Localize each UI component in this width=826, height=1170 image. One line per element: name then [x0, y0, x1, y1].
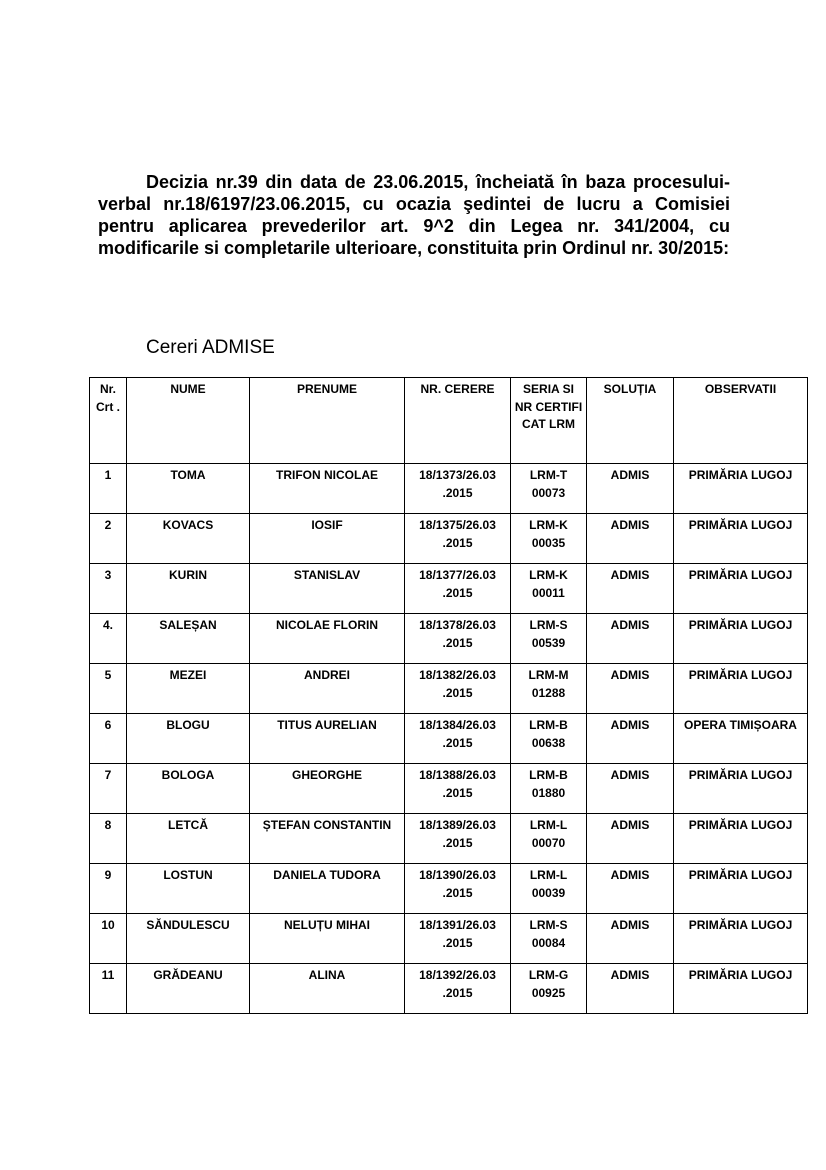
cell-prenume: NELUȚU MIHAI: [250, 914, 405, 964]
cell-nr-crt: 11: [90, 964, 127, 1014]
cell-seria-certificat: LRM-L 00070: [511, 814, 587, 864]
cell-nr-cerere: 18/1390/26.03 .2015: [405, 864, 511, 914]
cell-nr-cerere: 18/1384/26.03 .2015: [405, 714, 511, 764]
table-row: [90, 614, 808, 664]
cell-observatii: PRIMĂRIA LUGOJ: [674, 464, 808, 514]
cell-nume: SALEȘAN: [127, 614, 250, 664]
cell-nr-cerere: 18/1378/26.03 .2015: [405, 614, 511, 664]
cell-solutia: ADMIS: [587, 914, 674, 964]
cell-nume: SĂNDULESCU: [127, 914, 250, 964]
cell-nr-cerere: 18/1377/26.03 .2015: [405, 564, 511, 614]
cell-prenume: ȘTEFAN CONSTANTIN: [250, 814, 405, 864]
cell-seria-certificat: LRM-G 00925: [511, 964, 587, 1014]
cell-nume: TOMA: [127, 464, 250, 514]
cell-solutia: ADMIS: [587, 564, 674, 614]
table-row: [90, 764, 808, 814]
cell-nume: LETCĂ: [127, 814, 250, 864]
decision-paragraph: Decizia nr.39 din data de 23.06.2015, încheiată în baza procesului-verbal nr.18/6197/23.06.2015, cu ocazia şedintei de lucru a Comisiei pentru aplicarea prevederilor art. 9^2 din Legea nr. 341/2004, cu modificarile si completarile ulterioare, constituita prin Ordinul nr. 30/2015:: [98, 172, 730, 258]
cell-nume: KURIN: [127, 564, 250, 614]
cell-nume: KOVACS: [127, 514, 250, 564]
cell-nr-crt: 1: [90, 464, 127, 514]
cell-seria-certificat: LRM-L 00039: [511, 864, 587, 914]
cell-observatii: PRIMĂRIA LUGOJ: [674, 664, 808, 714]
cell-nr-crt: 2: [90, 514, 127, 564]
cell-solutia: ADMIS: [587, 814, 674, 864]
cell-nr-crt: 4.: [90, 614, 127, 664]
cell-prenume: NICOLAE FLORIN: [250, 614, 405, 664]
cell-nr-crt: 9: [90, 864, 127, 914]
header-observatii: OBSERVATII: [674, 378, 808, 464]
cell-seria-certificat: LRM-S 00084: [511, 914, 587, 964]
table-row: [90, 714, 808, 764]
cell-nr-cerere: 18/1375/26.03 .2015: [405, 514, 511, 564]
cell-nr-crt: 5: [90, 664, 127, 714]
header-nr-crt: Nr. Crt .: [90, 378, 127, 464]
cell-seria-certificat: LRM-K 00035: [511, 514, 587, 564]
cell-observatii: PRIMĂRIA LUGOJ: [674, 814, 808, 864]
cell-observatii: PRIMĂRIA LUGOJ: [674, 564, 808, 614]
cell-seria-certificat: LRM-S 00539: [511, 614, 587, 664]
cell-nume: GRĂDEANU: [127, 964, 250, 1014]
cell-observatii: PRIMĂRIA LUGOJ: [674, 514, 808, 564]
cell-nume: BLOGU: [127, 714, 250, 764]
cell-observatii: PRIMĂRIA LUGOJ: [674, 764, 808, 814]
header-seria-certificat: SERIA SI NR CERTIFI CAT LRM: [511, 378, 587, 464]
table-row: [90, 464, 808, 514]
cell-solutia: ADMIS: [587, 514, 674, 564]
cell-nr-cerere: 18/1382/26.03 .2015: [405, 664, 511, 714]
header-prenume: PRENUME: [250, 378, 405, 464]
cell-nr-cerere: 18/1388/26.03 .2015: [405, 764, 511, 814]
cell-nume: MEZEI: [127, 664, 250, 714]
cell-nr-crt: 10: [90, 914, 127, 964]
cell-solutia: ADMIS: [587, 714, 674, 764]
cell-nr-crt: 7: [90, 764, 127, 814]
table-row: [90, 814, 808, 864]
cell-seria-certificat: LRM-B 01880: [511, 764, 587, 814]
header-nume: NUME: [127, 378, 250, 464]
cell-nr-crt: 8: [90, 814, 127, 864]
cell-nume: BOLOGA: [127, 764, 250, 814]
cell-nr-cerere: 18/1392/26.03 .2015: [405, 964, 511, 1014]
cell-seria-certificat: LRM-T 00073: [511, 464, 587, 514]
header-solutia: SOLUȚIA: [587, 378, 674, 464]
table-row: [90, 964, 808, 1014]
cell-observatii: PRIMĂRIA LUGOJ: [674, 614, 808, 664]
cell-solutia: ADMIS: [587, 864, 674, 914]
table-row: [90, 914, 808, 964]
cell-prenume: ALINA: [250, 964, 405, 1014]
cell-prenume: DANIELA TUDORA: [250, 864, 405, 914]
header-nr-cerere: NR. CERERE: [405, 378, 511, 464]
cell-solutia: ADMIS: [587, 614, 674, 664]
cell-prenume: STANISLAV: [250, 564, 405, 614]
table-row: [90, 864, 808, 914]
cell-prenume: TITUS AURELIAN: [250, 714, 405, 764]
cell-prenume: TRIFON NICOLAE: [250, 464, 405, 514]
cell-seria-certificat: LRM-K 00011: [511, 564, 587, 614]
cell-solutia: ADMIS: [587, 664, 674, 714]
cell-seria-certificat: LRM-M 01288: [511, 664, 587, 714]
cell-observatii: OPERA TIMIȘOARA: [674, 714, 808, 764]
cell-observatii: PRIMĂRIA LUGOJ: [674, 964, 808, 1014]
cell-nr-cerere: 18/1391/26.03 .2015: [405, 914, 511, 964]
cell-solutia: ADMIS: [587, 464, 674, 514]
table-header-row: [90, 378, 808, 464]
cell-prenume: GHEORGHE: [250, 764, 405, 814]
cell-nr-crt: 6: [90, 714, 127, 764]
cell-nr-cerere: 18/1389/26.03 .2015: [405, 814, 511, 864]
cell-nr-crt: 3: [90, 564, 127, 614]
cell-nr-cerere: 18/1373/26.03 .2015: [405, 464, 511, 514]
cell-prenume: ANDREI: [250, 664, 405, 714]
section-title: Cereri ADMISE: [146, 337, 275, 358]
cell-seria-certificat: LRM-B 00638: [511, 714, 587, 764]
table-row: [90, 564, 808, 614]
cell-nume: LOSTUN: [127, 864, 250, 914]
admitted-requests-table: [89, 377, 808, 1014]
cell-observatii: PRIMĂRIA LUGOJ: [674, 914, 808, 964]
cell-solutia: ADMIS: [587, 964, 674, 1014]
cell-prenume: IOSIF: [250, 514, 405, 564]
cell-observatii: PRIMĂRIA LUGOJ: [674, 864, 808, 914]
cell-solutia: ADMIS: [587, 764, 674, 814]
table-row: [90, 664, 808, 714]
table-row: [90, 514, 808, 564]
